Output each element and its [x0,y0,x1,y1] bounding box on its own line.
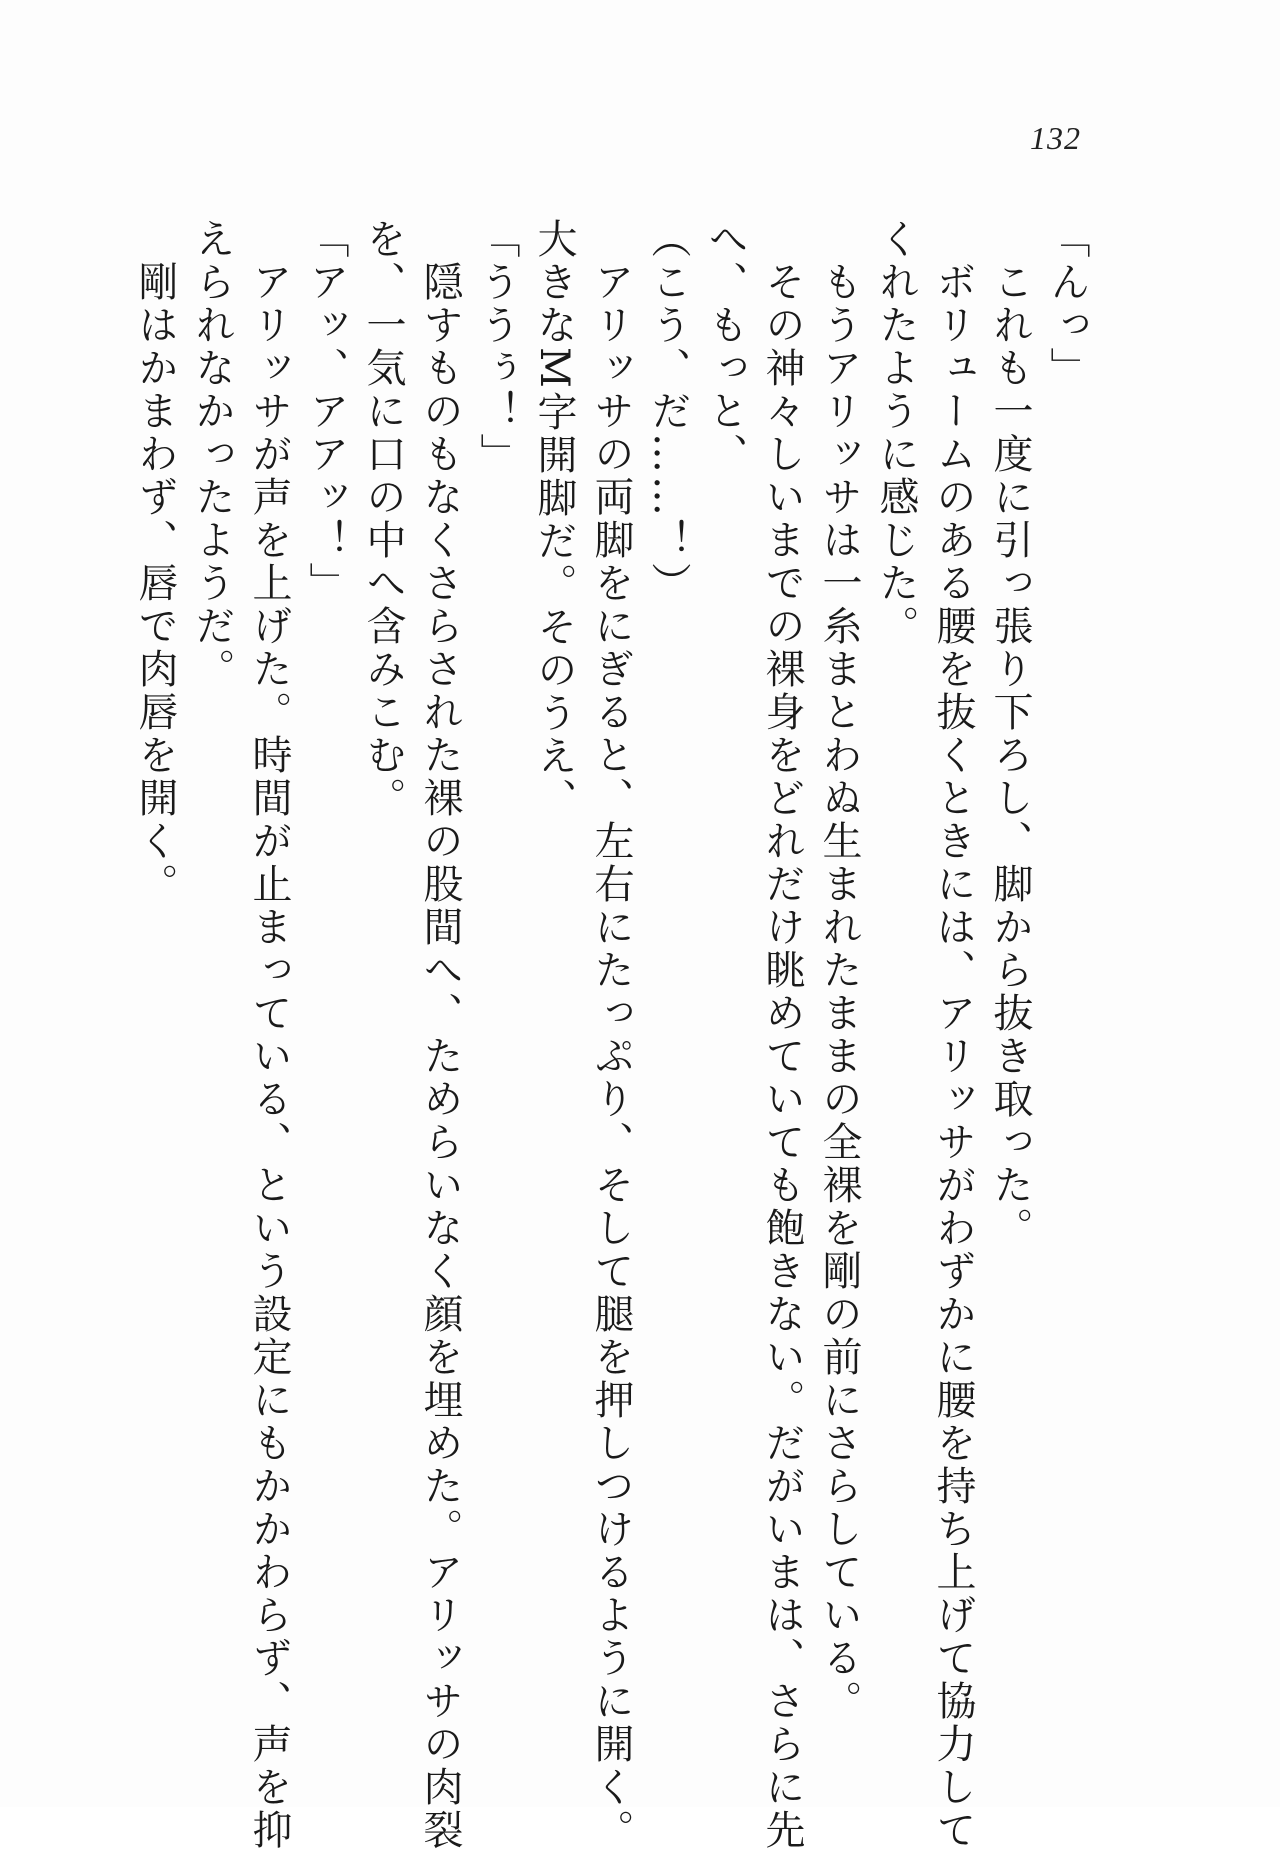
page-number: 132 [1030,120,1081,156]
text-line: その神々しいまでの裸身をどれだけ眺めていても飽きない。だがいまは、さらに先 [759,218,805,1852]
text-line: 「ううぅ！」 [474,218,520,476]
text-line: へ、もっと、 [702,218,748,476]
text-line: これも一度に引っ張り下ろし、脚から抜き取った。 [987,218,1033,1250]
text-line: 剛はかまわず、唇で肉唇を開く。 [132,218,178,906]
text-line: アリッサが声を上げた。時間が止まっている、という設定にもかかわらず、声を抑 [246,218,292,1852]
text-line: 「んっ」 [1044,218,1090,390]
text-line: えられなかったようだ。 [189,218,235,691]
text-line: アリッサの両脚をにぎると、左右にたっぷり、そして腿を押しつけるように開く。 [588,218,634,1852]
text-line: 隠すものもなくさらされた裸の股間へ、ためらいなく顔を埋めた。アリッサの肉裂 [417,218,463,1852]
body-text [132,218,1095,1852]
text-line: ボリュームのある腰を抜くときには、アリッサがわずかに腰を持ち上げて協力して [930,218,976,1852]
text-line: もうアリッサは一糸まとわぬ生まれたままの全裸を剛の前にさらしている。 [816,218,862,1723]
text-line: （こう、だ……！） [645,218,691,605]
text-line: 「アッ、アアッ！」 [303,218,349,605]
text-line: を、一気に口の中へ含みこむ。 [360,218,406,820]
text-line: 大きなM字開脚だ。そのうえ、 [531,218,577,821]
text-line: くれたように感じた。 [873,218,919,648]
